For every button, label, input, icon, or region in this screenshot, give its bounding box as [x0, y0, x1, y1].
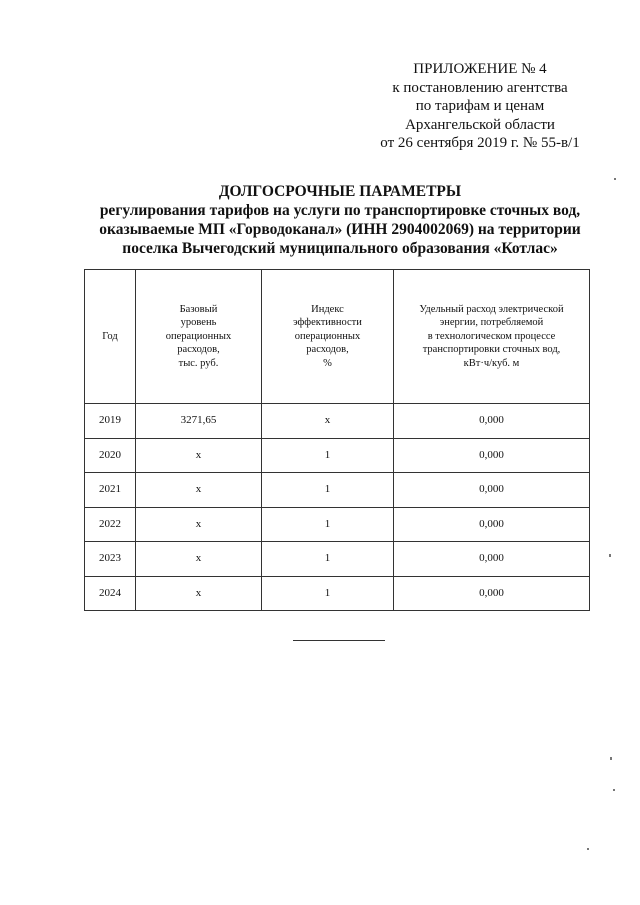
table-row: [85, 404, 590, 439]
header-efficiency-index: Индекс эффективности операционных расходов, %: [262, 270, 394, 404]
table-header-row: [85, 270, 590, 404]
header-energy-consumption: Удельный расход электрической энергии, потребляемой в технологическом процессе транспортировки сточных вод, кВт·ч/куб. м: [394, 270, 590, 404]
cell-energy: 0,000: [394, 404, 590, 439]
appendix-line: по тарифам и ценам: [415, 98, 545, 114]
title-line: регулирования тарифов на услуги по транспортировке сточных вод,: [99, 202, 581, 219]
header-year: Год: [85, 270, 136, 404]
closing-rule: [293, 640, 385, 641]
cell-base-level: x: [136, 542, 262, 577]
cell-efficiency-index: 1: [262, 473, 394, 508]
table-row: [85, 473, 590, 508]
cell-base-level: x: [136, 438, 262, 473]
cell-base-level: 3271,65: [136, 404, 262, 439]
title-heading: ДОЛГОСРОЧНЫЕ ПАРАМЕТРЫ: [218, 183, 462, 200]
document-title: [80, 182, 600, 258]
cell-efficiency-index: x: [262, 404, 394, 439]
cell-year: 2021: [85, 473, 136, 508]
cell-year: 2019: [85, 404, 136, 439]
scan-speck: [587, 848, 589, 850]
table-row: [85, 507, 590, 542]
scan-speck: [609, 554, 611, 557]
cell-efficiency-index: 1: [262, 576, 394, 611]
scan-speck: [614, 178, 616, 180]
title-line: поселка Вычегодский муниципального образования «Котлас»: [122, 240, 558, 257]
cell-energy: 0,000: [394, 473, 590, 508]
table-row: [85, 542, 590, 577]
cell-energy: 0,000: [394, 542, 590, 577]
cell-base-level: x: [136, 576, 262, 611]
cell-energy: 0,000: [394, 576, 590, 611]
cell-energy: 0,000: [394, 438, 590, 473]
appendix-block: [360, 60, 600, 153]
appendix-date-line: от 26 сентября 2019 г. № 55-в/1: [380, 135, 580, 151]
scan-speck: [610, 757, 612, 760]
scan-speck: [613, 789, 615, 791]
appendix-title: ПРИЛОЖЕНИЕ № 4: [413, 61, 547, 77]
cell-year: 2020: [85, 438, 136, 473]
cell-efficiency-index: 1: [262, 438, 394, 473]
cell-year: 2022: [85, 507, 136, 542]
cell-year: 2023: [85, 542, 136, 577]
cell-energy: 0,000: [394, 507, 590, 542]
title-line: оказываемые МП «Горводоканал» (ИНН 2904002069) на территории: [99, 221, 581, 238]
header-base-level: Базовый уровень операционных расходов, тыс. руб.: [136, 270, 262, 404]
cell-base-level: x: [136, 507, 262, 542]
appendix-line: к постановлению агентства: [392, 79, 568, 96]
cell-base-level: x: [136, 473, 262, 508]
cell-efficiency-index: 1: [262, 507, 394, 542]
cell-year: 2024: [85, 576, 136, 611]
cell-efficiency-index: 1: [262, 542, 394, 577]
appendix-line: Архангельской области: [405, 116, 555, 133]
table-row: [85, 576, 590, 611]
parameters-table: [84, 269, 590, 611]
table-row: [85, 438, 590, 473]
